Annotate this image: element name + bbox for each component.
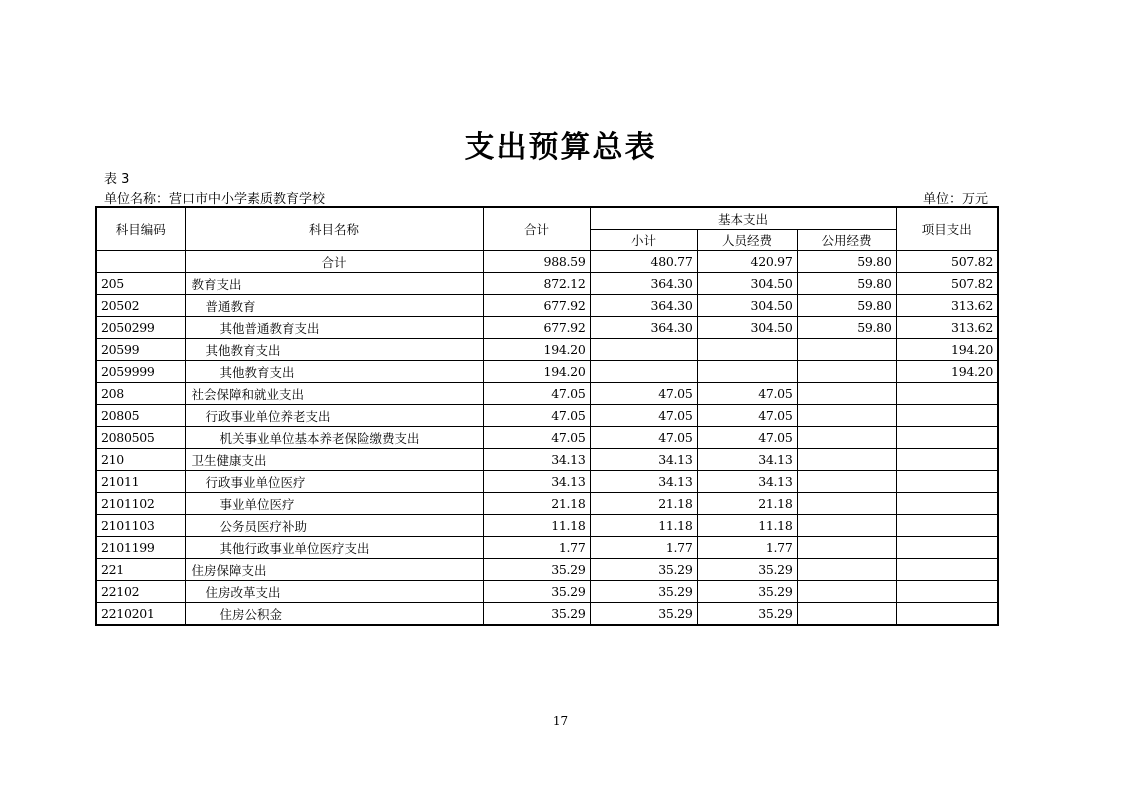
subtotal-cell: 11.18 [590, 515, 697, 537]
total-cell: 35.29 [483, 581, 590, 603]
subtotal-cell: 34.13 [590, 471, 697, 493]
total-cell: 21.18 [483, 493, 590, 515]
project-cell [896, 603, 998, 626]
subtotal-cell [590, 361, 697, 383]
project-cell [896, 537, 998, 559]
table-row [96, 383, 998, 405]
code-cell: 20599 [96, 339, 185, 361]
name-cell: 其他教育支出 [185, 361, 483, 383]
name-cell: 公务员医疗补助 [185, 515, 483, 537]
personnel-cell: 35.29 [697, 559, 797, 581]
name-cell: 其他行政事业单位医疗支出 [185, 537, 483, 559]
total-project-cell: 507.82 [896, 251, 998, 273]
public-cell [797, 493, 896, 515]
public-cell [797, 449, 896, 471]
project-cell: 194.20 [896, 339, 998, 361]
table-row [96, 317, 998, 339]
total-cell: 1.77 [483, 537, 590, 559]
personnel-cell: 304.50 [697, 317, 797, 339]
code-cell: 2101199 [96, 537, 185, 559]
table-row [96, 361, 998, 383]
code-cell: 210 [96, 449, 185, 471]
subtotal-cell: 21.18 [590, 493, 697, 515]
name-cell: 住房保障支出 [185, 559, 483, 581]
public-cell: 59.80 [797, 295, 896, 317]
code-cell: 20805 [96, 405, 185, 427]
personnel-cell [697, 361, 797, 383]
public-cell [797, 405, 896, 427]
personnel-cell: 47.05 [697, 383, 797, 405]
subtotal-cell: 47.05 [590, 383, 697, 405]
total-cell: 47.05 [483, 383, 590, 405]
public-cell [797, 427, 896, 449]
code-cell: 205 [96, 273, 185, 295]
total-cell: 872.12 [483, 273, 590, 295]
total-total-cell: 988.59 [483, 251, 590, 273]
project-cell [896, 427, 998, 449]
code-cell: 221 [96, 559, 185, 581]
project-cell: 313.62 [896, 295, 998, 317]
personnel-cell: 304.50 [697, 295, 797, 317]
code-cell: 2101103 [96, 515, 185, 537]
project-cell [896, 383, 998, 405]
header-project: 项目支出 [896, 207, 998, 251]
personnel-cell: 35.29 [697, 581, 797, 603]
public-cell [797, 339, 896, 361]
code-cell: 2210201 [96, 603, 185, 626]
public-cell [797, 603, 896, 626]
code-cell: 208 [96, 383, 185, 405]
subtotal-cell: 35.29 [590, 603, 697, 626]
code-cell: 2050299 [96, 317, 185, 339]
table-row [96, 427, 998, 449]
table-row [96, 471, 998, 493]
total-personnel-cell: 420.97 [697, 251, 797, 273]
table-row [96, 581, 998, 603]
budget-table [95, 206, 999, 626]
header-subtotal: 小计 [590, 230, 697, 251]
total-public-cell: 59.80 [797, 251, 896, 273]
page-number: 17 [552, 714, 569, 728]
project-cell [896, 449, 998, 471]
table-row [96, 449, 998, 471]
public-cell: 59.80 [797, 317, 896, 339]
name-cell: 其他普通教育支出 [185, 317, 483, 339]
personnel-cell: 47.05 [697, 427, 797, 449]
table-body [96, 251, 998, 626]
table-row [96, 515, 998, 537]
project-cell: 194.20 [896, 361, 998, 383]
public-cell [797, 559, 896, 581]
header-name: 科目名称 [185, 207, 483, 251]
unit-name-label: 单位名称：营口市中小学素质教育学校 [104, 192, 326, 207]
personnel-cell: 1.77 [697, 537, 797, 559]
subtotal-cell [590, 339, 697, 361]
total-cell: 47.05 [483, 427, 590, 449]
table-row [96, 339, 998, 361]
personnel-cell: 35.29 [697, 603, 797, 626]
code-cell: 22102 [96, 581, 185, 603]
project-cell [896, 405, 998, 427]
table-row [96, 493, 998, 515]
subtotal-cell: 1.77 [590, 537, 697, 559]
name-cell: 住房改革支出 [185, 581, 483, 603]
total-code-cell [96, 251, 185, 273]
total-name-cell: 合计 [185, 251, 483, 273]
personnel-cell: 47.05 [697, 405, 797, 427]
name-cell: 普通教育 [185, 295, 483, 317]
public-cell [797, 361, 896, 383]
subtotal-cell: 47.05 [590, 405, 697, 427]
table-row [96, 537, 998, 559]
page-title: 支出预算总表 [464, 130, 657, 165]
name-cell: 事业单位医疗 [185, 493, 483, 515]
personnel-cell: 21.18 [697, 493, 797, 515]
project-cell: 313.62 [896, 317, 998, 339]
name-cell: 机关事业单位基本养老保险缴费支出 [185, 427, 483, 449]
subtotal-cell: 35.29 [590, 559, 697, 581]
total-cell: 677.92 [483, 317, 590, 339]
total-cell: 35.29 [483, 603, 590, 626]
header-code: 科目编码 [96, 207, 185, 251]
subtotal-cell: 47.05 [590, 427, 697, 449]
total-cell: 194.20 [483, 361, 590, 383]
project-cell [896, 471, 998, 493]
name-cell: 教育支出 [185, 273, 483, 295]
total-subtotal-cell: 480.77 [590, 251, 697, 273]
total-cell: 11.18 [483, 515, 590, 537]
name-cell: 住房公积金 [185, 603, 483, 626]
project-cell: 507.82 [896, 273, 998, 295]
table-row [96, 273, 998, 295]
public-cell [797, 581, 896, 603]
total-cell: 34.13 [483, 449, 590, 471]
project-cell [896, 559, 998, 581]
table-number: 表 3 [104, 172, 130, 187]
total-cell: 194.20 [483, 339, 590, 361]
total-row [96, 251, 998, 273]
project-cell [896, 581, 998, 603]
name-cell: 行政事业单位养老支出 [185, 405, 483, 427]
personnel-cell: 304.50 [697, 273, 797, 295]
project-cell [896, 515, 998, 537]
currency-unit-label: 单位：万元 [922, 192, 988, 207]
personnel-cell: 34.13 [697, 471, 797, 493]
table-row [96, 295, 998, 317]
project-cell [896, 493, 998, 515]
personnel-cell: 11.18 [697, 515, 797, 537]
name-cell: 卫生健康支出 [185, 449, 483, 471]
public-cell [797, 537, 896, 559]
table-row [96, 559, 998, 581]
total-cell: 35.29 [483, 559, 590, 581]
total-cell: 34.13 [483, 471, 590, 493]
header-public: 公用经费 [797, 230, 896, 251]
public-cell [797, 471, 896, 493]
code-cell: 2101102 [96, 493, 185, 515]
table-row [96, 405, 998, 427]
subtotal-cell: 35.29 [590, 581, 697, 603]
personnel-cell: 34.13 [697, 449, 797, 471]
name-cell: 社会保障和就业支出 [185, 383, 483, 405]
code-cell: 20502 [96, 295, 185, 317]
public-cell [797, 383, 896, 405]
name-cell: 行政事业单位医疗 [185, 471, 483, 493]
header-total: 合计 [483, 207, 590, 251]
code-cell: 2059999 [96, 361, 185, 383]
public-cell: 59.80 [797, 273, 896, 295]
personnel-cell [697, 339, 797, 361]
total-cell: 47.05 [483, 405, 590, 427]
table-row [96, 603, 998, 626]
header-basic: 基本支出 [590, 207, 896, 230]
header-personnel: 人员经费 [697, 230, 797, 251]
subtotal-cell: 364.30 [590, 295, 697, 317]
public-cell [797, 515, 896, 537]
subtotal-cell: 364.30 [590, 317, 697, 339]
subtotal-cell: 364.30 [590, 273, 697, 295]
total-cell: 677.92 [483, 295, 590, 317]
code-cell: 21011 [96, 471, 185, 493]
code-cell: 2080505 [96, 427, 185, 449]
subtotal-cell: 34.13 [590, 449, 697, 471]
name-cell: 其他教育支出 [185, 339, 483, 361]
